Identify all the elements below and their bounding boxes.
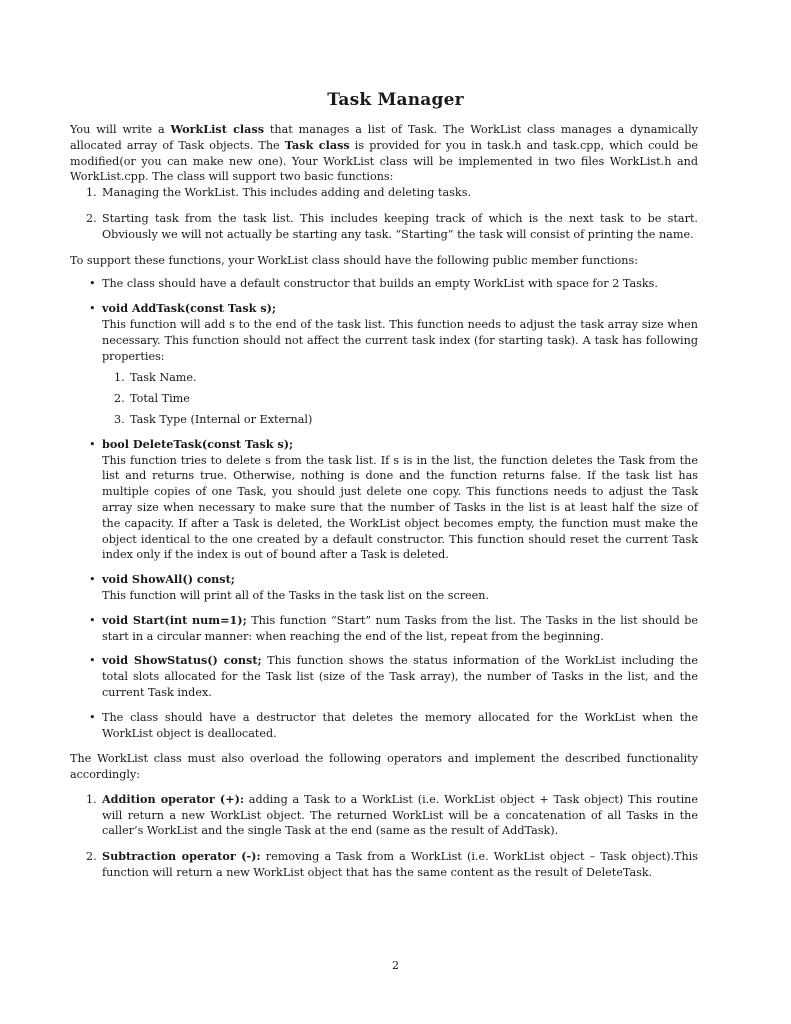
- list-item-text: Task Name.: [130, 371, 197, 385]
- operator-name: Subtraction operator (-):: [102, 849, 261, 864]
- destructor-text: The class should have a destructor that deletes the memory allocated for the WorkList when the WorkList object is deallocated.: [102, 710, 698, 740]
- list-number: 1.: [86, 792, 97, 806]
- page-number: 2: [391, 959, 400, 972]
- intro-text-3: is provided for you in task.h and task.cpp, which could be modified(or you can make new one). Your WorkList class will be implemented in two files WorkList.h and WorkList.cpp. The class will support two basic functions:: [70, 138, 698, 184]
- deletetask-description: This function tries to delete s from the task list. If s is in the list, the function deletes the Task from the list and returns true. Otherwise, nothing is done and the function returns false. If the task list has multiple copies of one Task, you should just delete one copy. This functions needs to adjust the Task array size when necessary to make sure that the number of Tasks in the list is at least half the size of the capacity. If after a Task is deleted, the WorkList object becomes empty, the function must make the object identical to the one created by a default constructor. This function should reset the current Task index only if the index is out of bound after a Task is deleted.: [102, 453, 698, 562]
- task-properties-list: [102, 370, 698, 427]
- member-item-constructor: [70, 276, 698, 292]
- list-item: [70, 185, 698, 201]
- member-item-destructor: [70, 710, 698, 742]
- showstatus-description: This function shows the status information of the WorkList including the total slots allocated for the Task list (size of the Task array), the number of Tasks in the list, and the current Task index.: [102, 654, 698, 699]
- bullet-icon: •: [89, 654, 96, 668]
- member-functions-list: [70, 276, 698, 741]
- operator-description: adding a Task to a WorkList (i.e. WorkList object + Task object) This routine will return a new WorkList object. The returned WorkList will be a concatenation of all Tasks in the caller’s WorkList and the single Task at the end (same as the result of AddTask).: [102, 792, 698, 838]
- showall-signature: void ShowAll() const;: [102, 572, 235, 587]
- showall-description: This function will print all of the Tasks in the task list on the screen.: [102, 588, 490, 602]
- list-item: [102, 391, 698, 407]
- member-item-addtask: [70, 301, 698, 428]
- operator-name: Addition operator (+):: [102, 791, 245, 806]
- deletetask-signature: bool DeleteTask(const Task s);: [102, 436, 294, 451]
- page-title: Task Manager: [327, 90, 464, 110]
- list-item: [70, 849, 698, 881]
- member-item-showstatus: [70, 653, 698, 700]
- list-item: [70, 211, 698, 243]
- list-item: [70, 792, 698, 839]
- list-item-text: Task Type (Internal or External): [130, 412, 313, 426]
- list-item-text: Total Time: [130, 392, 190, 406]
- intro-paragraph: [70, 122, 698, 185]
- bullet-icon: •: [89, 437, 96, 451]
- list-number: 2.: [114, 392, 125, 406]
- bullet-icon: •: [89, 710, 96, 724]
- list-item: [102, 412, 698, 428]
- bullet-icon: •: [89, 277, 96, 291]
- list-number: 1.: [86, 186, 97, 200]
- operator-description: removing a Task from a WorkList (i.e. WorkList object – Task object).This function will return a new WorkList object that has the same content as the result of DeleteTask.: [102, 850, 699, 880]
- start-description: This function “Start” num Tasks from the list. The Tasks in the list should be start in a circular manner: when reaching the end of the list, repeat from the beginning.: [102, 613, 698, 643]
- bullet-icon: •: [89, 613, 96, 627]
- list-item-text: Starting task from the task list. This includes keeping track of which is the next task to be start. Obviously we will not actually be starting any task. “Starting” the task will consist of printing the name.: [102, 211, 698, 241]
- intro-text-1: You will write a: [70, 123, 171, 136]
- list-item: [102, 370, 698, 386]
- list-item-text: Managing the WorkList. This includes adding and deleting tasks.: [102, 186, 472, 200]
- list-number: 2.: [86, 211, 97, 225]
- constructor-text: The class should have a default constructor that builds an empty WorkList with space for 2 Tasks.: [102, 277, 658, 291]
- intro-bold-task: Task class: [284, 137, 350, 152]
- member-item-deletetask: [70, 437, 698, 563]
- intro-bold-worklist: WorkList class: [170, 122, 265, 136]
- list-number: 1.: [114, 371, 125, 385]
- list-number: 2.: [86, 850, 97, 864]
- showstatus-signature: void ShowStatus() const;: [102, 653, 262, 668]
- member-item-start: [70, 613, 698, 645]
- support-paragraph: To support these functions, your WorkList class should have the following public member functions:: [70, 253, 638, 267]
- addtask-signature: void AddTask(const Task s);: [102, 301, 277, 316]
- bullet-icon: •: [89, 302, 96, 316]
- document-body: [70, 122, 698, 881]
- basic-functions-list: [70, 185, 698, 242]
- list-number: 3.: [114, 412, 125, 426]
- addtask-description: This function will add s to the end of the task list. This function needs to adjust the task array size when necessary. This function should not affect the current task index (for starting task). A task has following properties:: [102, 317, 698, 363]
- intro-text-2: that manages a list of Task. The WorkList class manages a dynamically allocated array of Task objects. The: [70, 123, 698, 152]
- operators-list: [70, 792, 698, 881]
- bullet-icon: •: [89, 573, 96, 587]
- start-signature: void Start(int num=1);: [102, 612, 247, 627]
- member-item-showall: [70, 572, 698, 604]
- overload-paragraph: The WorkList class must also overload the following operators and implement the described functionality accordingly:: [70, 752, 698, 782]
